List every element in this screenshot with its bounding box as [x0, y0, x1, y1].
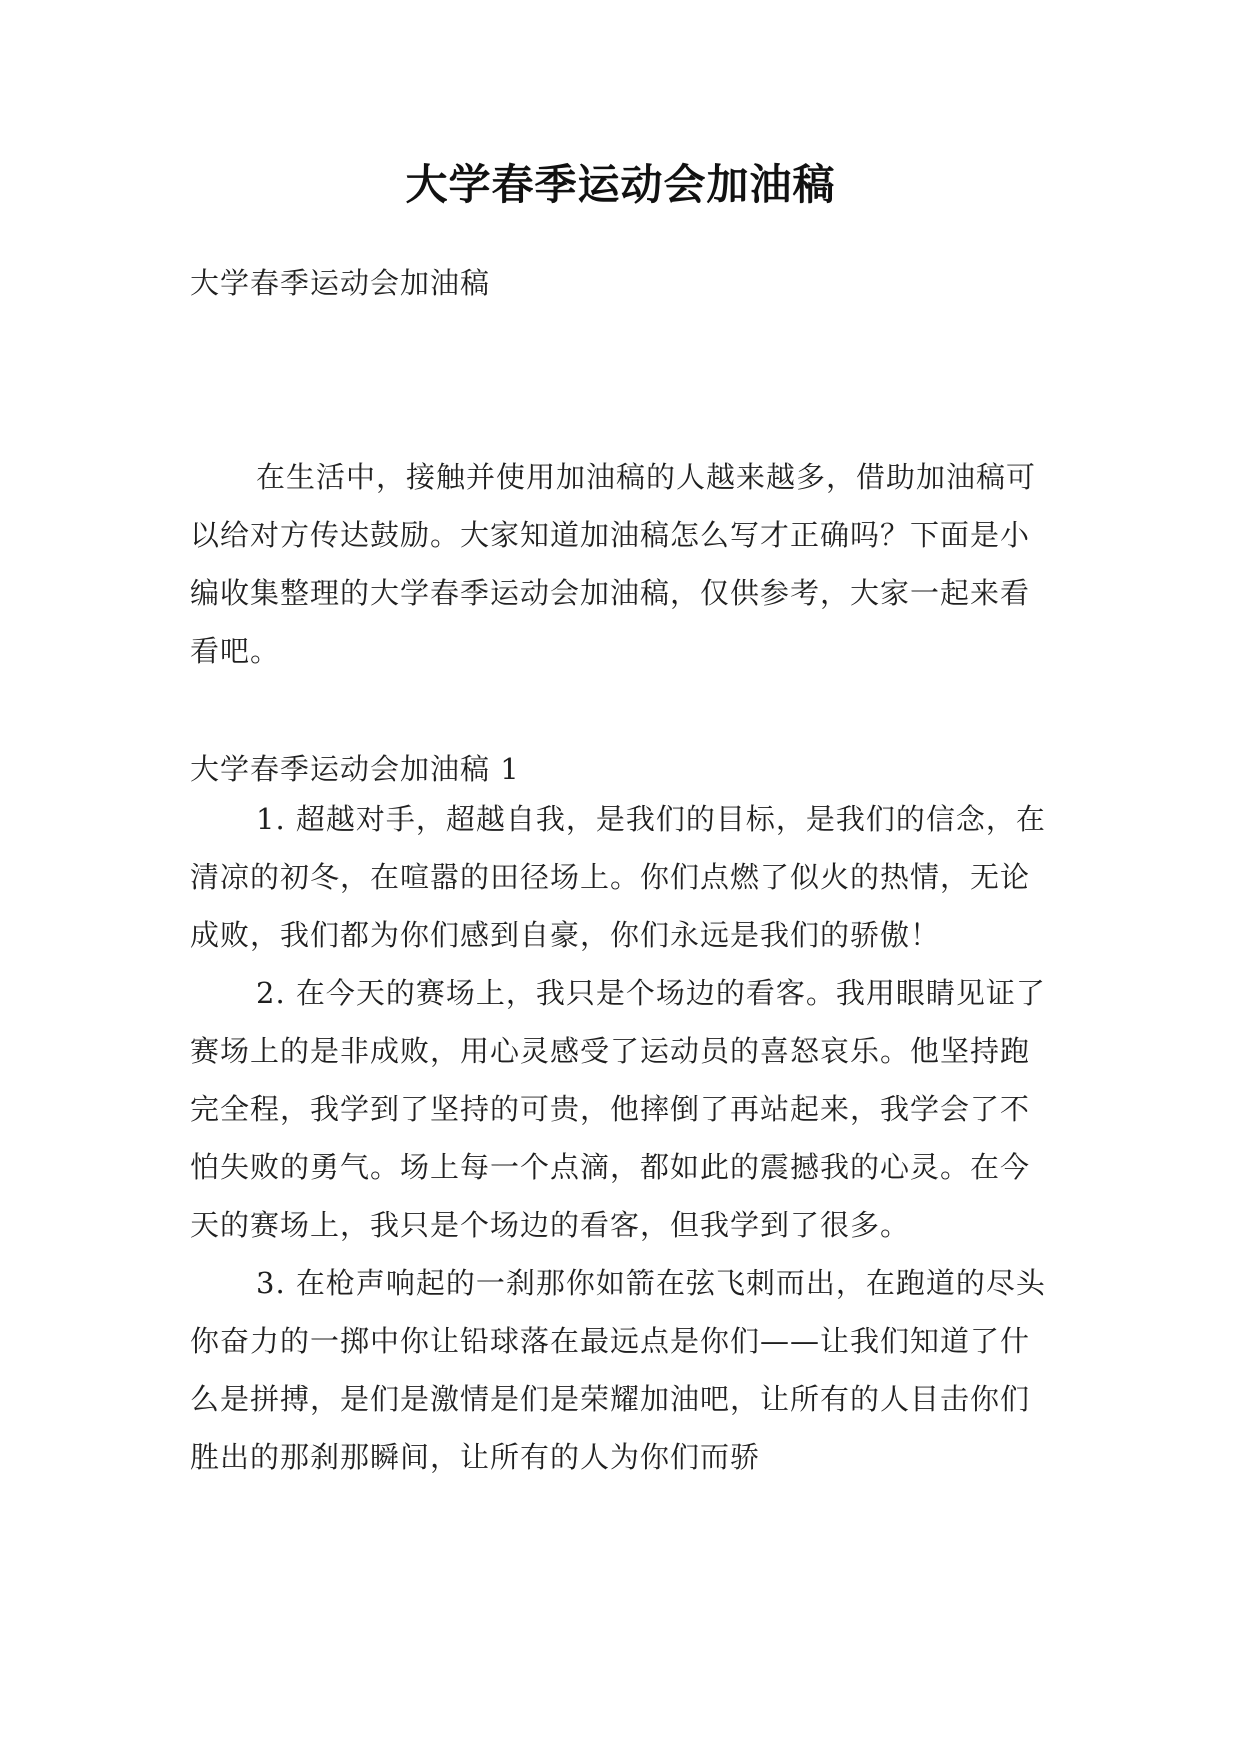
cheer-item-3: 3. 在枪声响起的一刹那你如箭在弦飞刺而出，在跑道的尽头你奋力的一掷中你让铅球落在最远点是你们——让我们知道了什么是拼搏，是们是激情是们是荣耀加油吧，让所有的人目击你们胜出的那刹那瞬间，让所有的人为你们而骄 [190, 1266, 1046, 1474]
document-title: 大学春季运动会加油稿 [405, 160, 836, 209]
cheer-item-2: 2. 在今天的赛场上，我只是个场边的看客。我用眼睛见证了赛场上的是非成败，用心灵感受了运动员的喜怒哀乐。他坚持跑完全程，我学到了坚持的可贵，他摔倒了再站起来，我学会了不怕失败的勇气。场上每一个点滴，都如此的震撼我的心灵。在今天的赛场上，我只是个场边的看客，但我学到了很多。 [190, 976, 1046, 1242]
section-heading: 大学春季运动会加油稿 1 [190, 752, 520, 786]
cheer-items-list [190, 790, 1050, 1486]
cheer-item-1: 1. 超越对手，超越自我，是我们的目标，是我们的信念，在清凉的初冬，在喧嚣的田径场上。你们点燃了似火的热情，无论成败，我们都为你们感到自豪，你们永远是我们的骄傲！ [190, 802, 1046, 952]
intro-paragraph: 在生活中，接触并使用加油稿的人越来越多，借助加油稿可以给对方传达鼓励。大家知道加油稿怎么写才正确吗？下面是小编收集整理的大学春季运动会加油稿，仅供参考，大家一起来看看吧。 [190, 460, 1037, 668]
document-subtitle: 大学春季运动会加油稿 [190, 266, 491, 300]
